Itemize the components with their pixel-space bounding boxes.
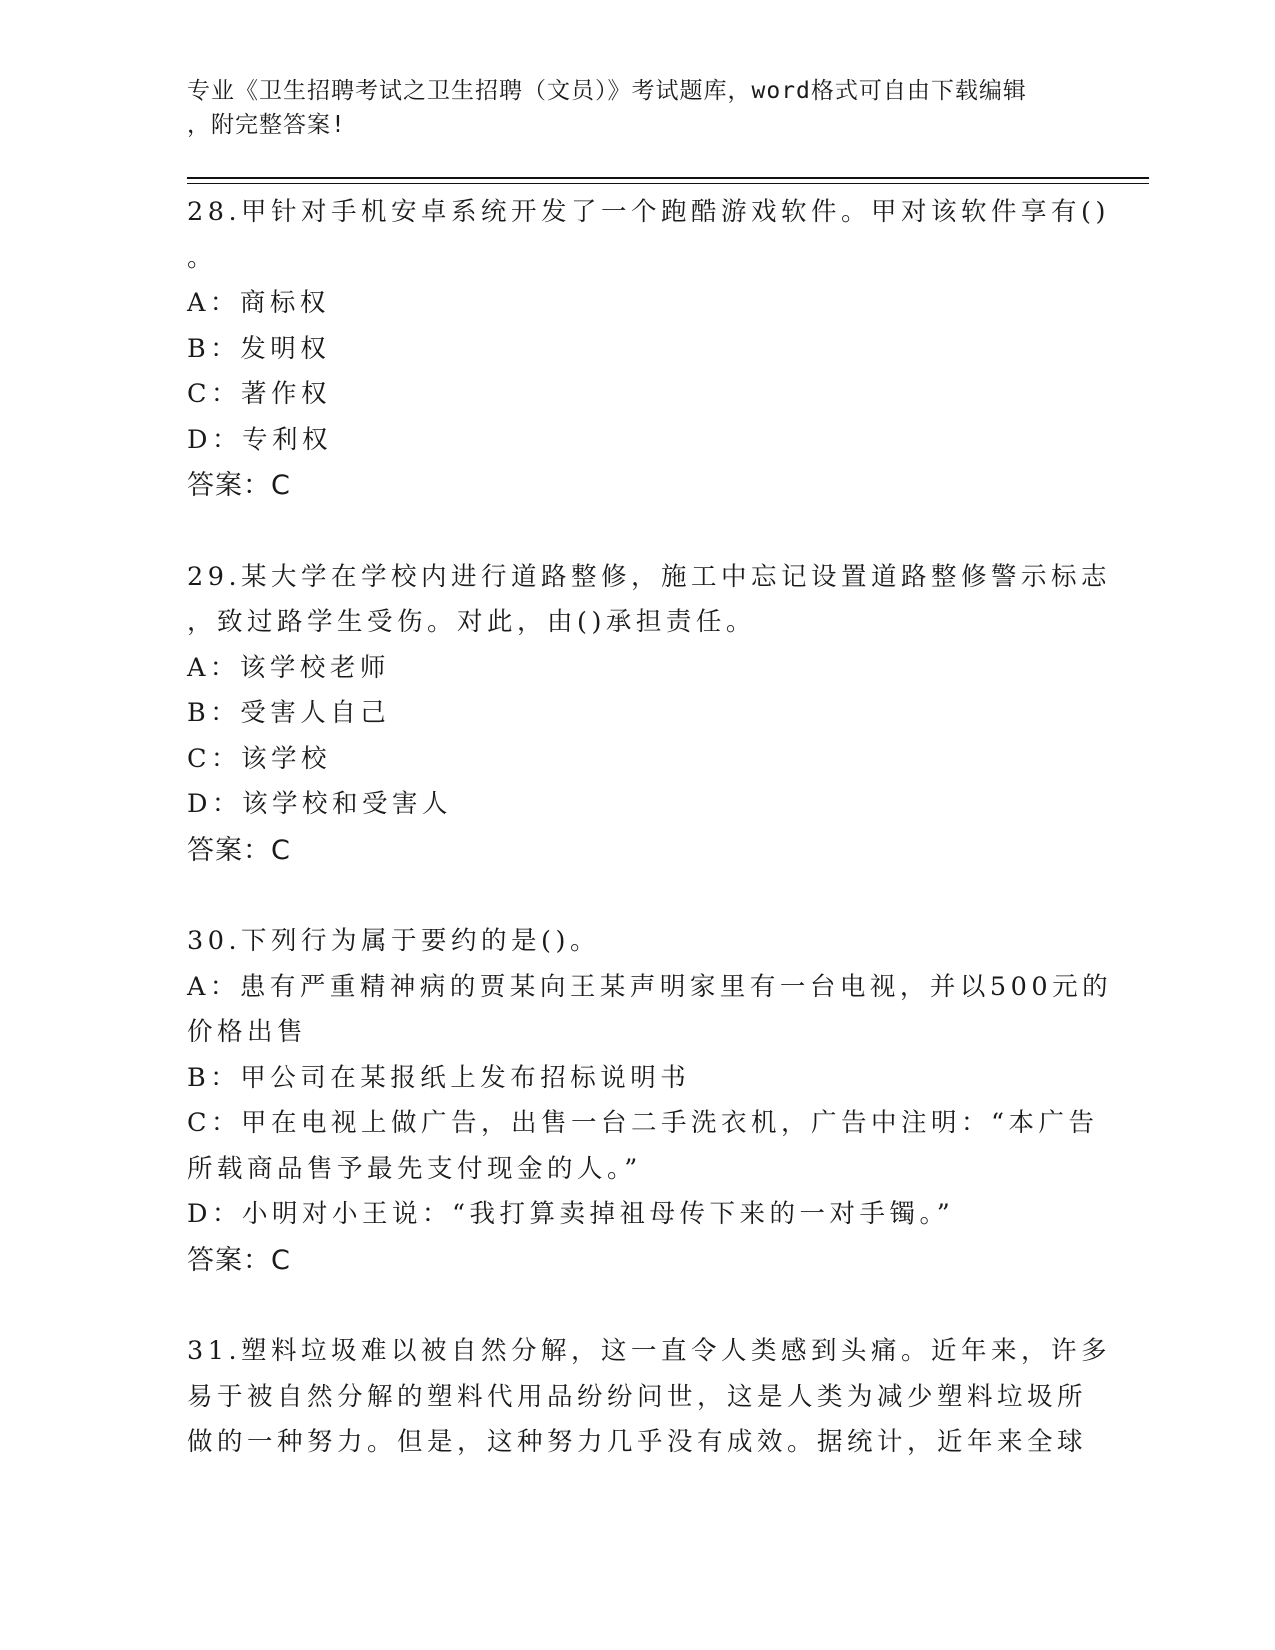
option-c-continued: 所载商品售予最先支付现金的人。” [187,1153,642,1184]
answer-line: 答案：C [187,1244,291,1276]
question-28 [187,190,1110,509]
option-c: C：著作权 [187,379,332,409]
option-b: B：发明权 [187,333,331,364]
question-text: 。 [187,242,218,273]
question-text: 31.塑料垃圾难以被自然分解，这一直令人类感到头痛。近年来，许多 [187,1336,1112,1366]
option-c: C：该学校 [187,743,332,774]
answer-line: 答案：C [187,470,291,501]
option-b: B：甲公司在某报纸上发布招标说明书 [187,1062,691,1093]
option-d: D：该学校和受害人 [187,789,452,819]
question-29 [187,555,1112,874]
question-text: 做的一种努力。但是，这种努力几乎没有成效。据统计，近年来全球 [187,1427,1088,1457]
question-list [187,190,1113,1466]
question-text: 30.下列行为属于要约的是()。 [187,926,600,956]
header-line-2: ，附完整答案! [187,112,346,138]
option-a-continued: 价格出售 [187,1017,308,1047]
option-d: D：专利权 [187,424,332,455]
option-c: C：甲在电视上做广告，出售一台二手洗衣机，广告中注明：“本广告 [187,1108,1099,1138]
header-divider-thick [187,177,1149,179]
question-text: 易于被自然分解的塑料代用品纷纷问世，这是人类为减少塑料垃圾所 [187,1381,1088,1412]
option-a: A：患有严重精神病的贾某向王某声明家里有一台电视，并以500元的 [187,971,1113,1002]
option-d: D：小明对小王说：“我打算卖掉祖母传下来的一对手镯。” [187,1199,955,1229]
option-a: A：该学校老师 [187,652,390,683]
option-a: A：商标权 [187,288,330,318]
question-31 [187,1329,1112,1466]
option-b: B：受害人自己 [187,698,391,728]
question-text: ，致过路学生受伤。对此，由()承担责任。 [187,607,756,637]
question-30 [187,919,1113,1283]
question-text: 29.某大学在学校内进行道路整修，施工中忘记设置道路整修警示标志 [187,561,1112,592]
question-text: 28.甲针对手机安卓系统开发了一个跑酷游戏软件。甲对该软件享有() [187,197,1110,227]
header-line-1: 专业《卫生招聘考试之卫生招聘（文员）》考试题库，word格式可自由下载编辑 [187,78,1027,104]
header-divider-thin [187,183,1149,184]
document-header [187,74,1067,142]
answer-line: 答案：C [187,834,291,866]
